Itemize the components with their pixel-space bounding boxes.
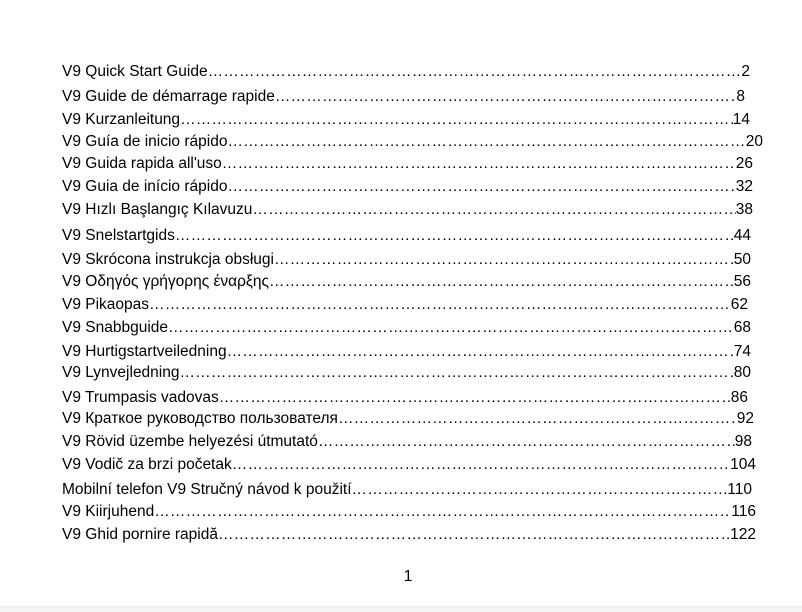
toc-dot-leader	[175, 226, 734, 246]
toc-entry-page-number: 20	[745, 133, 763, 150]
toc-entry-title: V9 Rövid üzembe helyezési útmutató	[62, 433, 318, 450]
toc-entry-page-number: 74	[733, 343, 751, 360]
toc-entry[interactable]	[62, 502, 756, 522]
toc-entry-page-number: 14	[732, 111, 750, 128]
toc-dot-leader	[208, 62, 742, 82]
toc-entry-page-number: 44	[733, 227, 751, 244]
toc-entry[interactable]	[62, 318, 751, 338]
toc-dot-leader	[154, 502, 731, 522]
toc-dot-leader	[269, 272, 734, 292]
toc-entry[interactable]	[62, 132, 763, 152]
toc-entry-page-number: 38	[735, 201, 753, 218]
toc-entry-page-number: 92	[736, 410, 754, 427]
toc-dot-leader	[222, 154, 736, 174]
toc-entry-title: V9 Краткое руководство пользователя	[62, 410, 338, 427]
toc-dot-leader	[352, 480, 728, 500]
toc-entry[interactable]	[62, 226, 751, 246]
toc-entry-page-number: 8	[736, 88, 745, 105]
toc-dot-leader	[252, 200, 735, 220]
toc-dot-leader	[274, 250, 734, 270]
toc-dot-leader	[275, 87, 737, 107]
toc-entry-page-number: 116	[731, 503, 756, 520]
toc-entry[interactable]	[62, 295, 748, 315]
toc-entry-page-number: 122	[730, 526, 756, 543]
toc-entry-page-number: 56	[733, 273, 751, 290]
toc-entry-title: V9 Ghid pornire rapidă	[62, 526, 218, 543]
toc-entry[interactable]	[62, 409, 754, 429]
toc-dot-leader	[179, 363, 733, 383]
toc-dot-leader	[232, 455, 730, 475]
toc-entry-page-number: 62	[730, 296, 748, 313]
toc-entry-page-number: 32	[735, 178, 753, 195]
toc-entry[interactable]	[62, 177, 753, 197]
toc-dot-leader	[218, 525, 730, 545]
toc-entry[interactable]	[62, 480, 752, 500]
toc-dot-leader	[227, 342, 734, 362]
page-number: 1	[403, 568, 413, 585]
toc-entry[interactable]	[62, 87, 745, 107]
toc-entry-title: Mobilní telefon V9 Stručný návod k použití	[62, 481, 352, 498]
toc-entry-page-number: 86	[730, 389, 748, 406]
toc-entry[interactable]	[62, 62, 750, 82]
toc-entry[interactable]	[62, 110, 750, 130]
toc-entry[interactable]	[62, 525, 756, 545]
toc-entry[interactable]	[62, 154, 753, 174]
toc-entry[interactable]	[62, 272, 751, 292]
toc-dot-leader	[227, 177, 735, 197]
toc-entry-title: V9 Οδηγός γρήγορης έναρξης	[62, 273, 269, 290]
toc-entry[interactable]	[62, 455, 756, 475]
toc-entry[interactable]	[62, 363, 751, 383]
page-bottom-edge	[0, 606, 802, 612]
toc-dot-leader	[318, 432, 735, 452]
toc-entry[interactable]	[62, 388, 748, 408]
toc-entry-title: V9 Kurzanleitung	[62, 111, 181, 128]
toc-entry-title: V9 Snabbguide	[62, 319, 169, 336]
toc-entry-title: V9 Guida rapida all'uso	[62, 155, 222, 172]
toc-entry-title: V9 Lynvejledning	[62, 364, 180, 381]
toc-entry[interactable]	[62, 432, 752, 452]
toc-entry-title: V9 Quick Start Guide	[62, 63, 208, 80]
toc-entry-page-number: 98	[734, 433, 752, 450]
toc-dot-leader	[180, 110, 733, 130]
toc-dot-leader	[149, 295, 731, 315]
toc-entry-title: V9 Pikaopas	[62, 296, 150, 313]
toc-entry-title: V9 Guía de inicio rápido	[62, 133, 228, 150]
toc-entry-page-number: 50	[733, 251, 751, 268]
toc-entry[interactable]	[62, 342, 751, 362]
toc-entry-title: V9 Guia de início rápido	[62, 178, 228, 195]
toc-entry-page-number: 2	[741, 63, 750, 80]
toc-dot-leader	[227, 132, 745, 152]
toc-dot-leader	[219, 388, 731, 408]
toc-entry-title: V9 Hurtigstartveiledning	[62, 343, 227, 360]
toc-dot-leader	[168, 318, 734, 338]
toc-entry[interactable]	[62, 200, 753, 220]
toc-entry-title: V9 Snelstartgids	[62, 227, 175, 244]
toc-entry-page-number: 68	[733, 319, 751, 336]
toc-entry-title: V9 Kiirjuhend	[62, 503, 155, 520]
toc-entry-page-number: 80	[733, 364, 751, 381]
toc-entry-title: V9 Guide de démarrage rapide	[62, 88, 275, 105]
toc-entry[interactable]	[62, 250, 751, 270]
toc-entry-title: V9 Trumpasis vadovas	[62, 389, 219, 406]
toc-dot-leader	[338, 409, 737, 429]
toc-entry-title: V9 Skrócona instrukcja obsługi	[62, 251, 274, 268]
toc-entry-page-number: 104	[730, 456, 756, 473]
toc-entry-page-number: 110	[727, 481, 752, 498]
toc-entry-title: V9 Hızlı Başlangıç Kılavuzu	[62, 201, 253, 218]
toc-entry-title: V9 Vodič za brzi početak	[62, 456, 232, 473]
toc-entry-page-number: 26	[735, 155, 753, 172]
